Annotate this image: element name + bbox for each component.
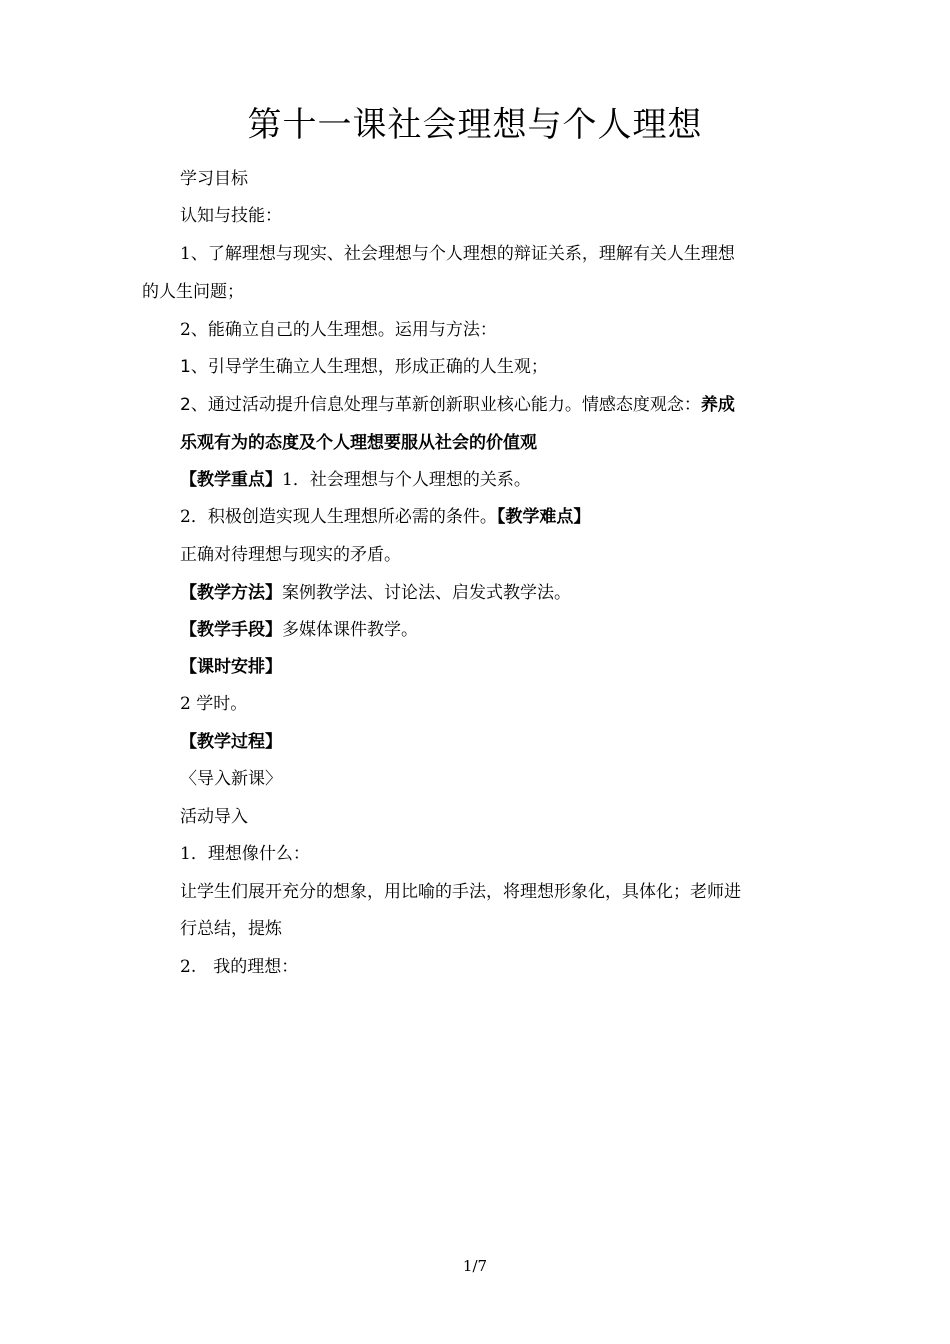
activity-heading: 活动导入	[180, 807, 248, 827]
question-1-desc-line1: 让学生们展开充分的想象，用比喻的手法，将理想形象化，具体化；老师进	[180, 882, 741, 902]
goal-item-2: 2、能确立自己的人生理想。运用与方法：	[180, 320, 497, 340]
key-point-1: 1．社会理想与个人理想的关系。	[282, 470, 531, 490]
question-2: 2. 我的理想：	[180, 957, 299, 977]
means-text: 多媒体课件教学。	[282, 620, 418, 640]
page-number: 1/7	[462, 1257, 488, 1275]
means-label: 【教学手段】	[180, 620, 282, 640]
goal-item-1-line2: 的人生问题；	[142, 282, 244, 302]
means-row	[180, 618, 418, 642]
method-item-2	[180, 393, 735, 417]
goal-item-1-line1: 1、了解理想与现实、社会理想与个人理想的辩证关系，理解有关人生理想	[180, 244, 735, 264]
method-item-2-text: 2、通过活动提升信息处理与革新创新职业核心能力。情感态度观念：	[180, 395, 701, 415]
key-point-2: 2．积极创造实现人生理想所必需的条件。	[180, 507, 497, 527]
method-item-2-line2: 乐观有为的态度及个人理想要服从社会的价值观	[180, 433, 537, 453]
methods-row	[180, 581, 571, 605]
method-item-1: 1、引导学生确立人生理想，形成正确的人生观；	[180, 357, 548, 377]
process-label: 【教学过程】	[180, 732, 282, 752]
learning-goals-heading: 学习目标	[180, 169, 248, 189]
schedule-text: 2 学时。	[180, 694, 248, 714]
difficulty-text: 正确对待理想与现实的矛盾。	[180, 545, 401, 565]
question-1-desc-line2: 行总结，提炼	[180, 919, 282, 939]
key-points-row	[180, 468, 531, 492]
cognition-heading: 认知与技能：	[180, 206, 282, 226]
page-title: 第十一课社会理想与个人理想	[247, 105, 703, 145]
question-1: 1．理想像什么：	[180, 844, 310, 864]
methods-text: 案例教学法、讨论法、启发式教学法。	[282, 583, 571, 603]
method-item-2-emphasis: 养成	[700, 395, 735, 415]
key-points-label: 【教学重点】	[180, 470, 282, 490]
key-point-2-row	[180, 505, 590, 529]
schedule-label: 【课时安排】	[180, 657, 282, 677]
difficulty-label: 【教学难点】	[496, 507, 591, 527]
intro-heading: 〈导入新课〉	[180, 769, 282, 789]
methods-label: 【教学方法】	[180, 583, 282, 603]
